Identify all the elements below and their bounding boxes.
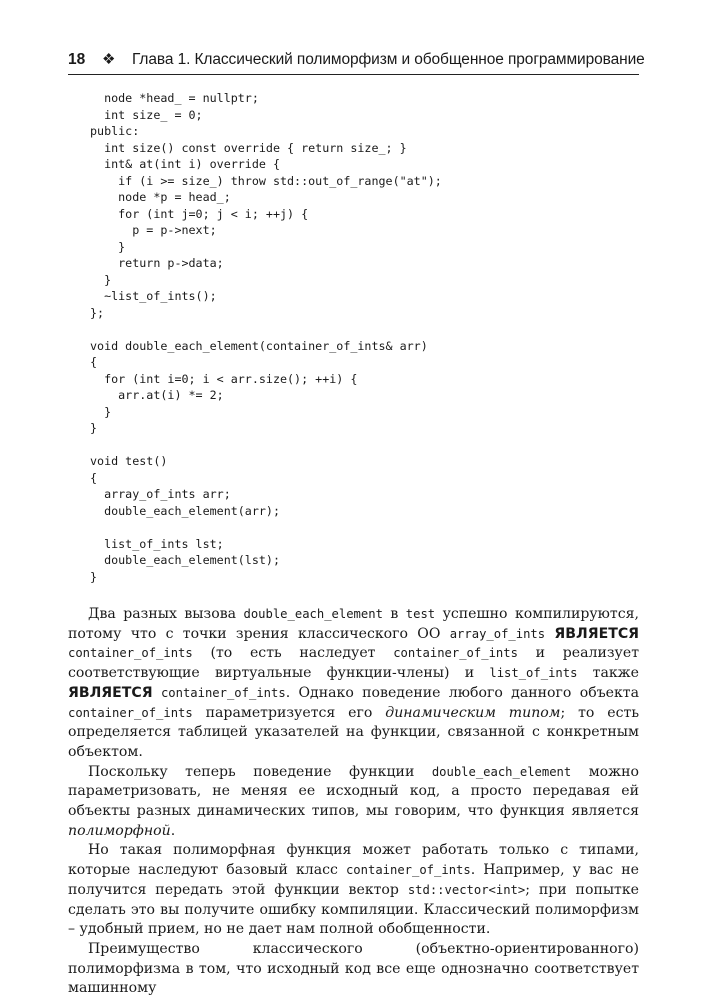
chapter-title: Глава 1. Классический полиморфизм и обобщенное программирование: [132, 51, 645, 68]
inline-code: container_of_ints: [160, 685, 286, 700]
code-listing: node *head_ = nullptr; int size_ = 0; public: int size() const override { return size_; } int& at(int i) override { if (i >= size_) throw std::out_of_range("at"); node *p = head_; for (int j=0; j < i; ++j) { p = p->next; } return p->data; } ~list_of_ints(); }; void double_each_element(container_of_ints& arr) { for (int i=0; i < arr.size(); ++i) { arr.at(i) *= 2; } } void test() { array_of_ints arr; double_each_element(arr); list_of_ints lst; double_each_element(lst); }: [90, 91, 442, 584]
emphasis-bold: ЯВЛЯЕТСЯ: [554, 625, 640, 642]
inline-code: container_of_ints: [393, 646, 518, 661]
inline-code: test: [405, 607, 436, 621]
inline-code: container_of_ints: [345, 863, 471, 878]
emphasis-bold: ЯВЛЯЕТСЯ: [68, 684, 153, 701]
running-header: [68, 50, 645, 75]
body-text: [68, 605, 639, 999]
inline-code: container_of_ints: [68, 646, 193, 661]
inline-code: container_of_ints: [68, 705, 193, 720]
paragraph-3: Но такая полиморфная функция может работать только с типами, которые наследуют базовый класс container_of_ints. Например, у вас не получится передать этой функции вектор std::vector<int>; при попытке сделать это вы получите ошибку компиляции. Классический полиморфизм – удобный прием, но не дает нам полной обобщенности.: [68, 842, 639, 938]
paragraph-4: Преимущество классического (объектно-ориентированного) полиморфизма в том, что исходный код все еще однозначно соответствует машинному: [68, 940, 639, 997]
paragraph-1: Два разных вызова double_each_element в test успешно компилируются, потому что с точки зрения классического ОО array_of_ints ЯВЛЯЕТСЯ container_of_ints (то есть наследует container_of_ints и реализует соответствующие виртуальные функции-члены) и list_of_ints также ЯВЛЯЕТСЯ container_of_ints. Однако поведение любого данного объекта container_of_ints параметризуется его динамическим типом; то есть определяется таблицей указателей на функции, связанной с конкретным объектом.: [68, 606, 640, 760]
paragraph-2: Поскольку теперь поведение функции double_each_element можно параметризовать, не меняя ее исходный код, а просто передавая ей объекты разных динамических типов, мы говорим, что функция является полиморфной.: [68, 763, 639, 839]
inline-code: list_of_ints: [489, 666, 578, 681]
page-number: 18: [68, 51, 86, 68]
inline-code: std::vector<int>: [407, 882, 526, 897]
emphasis-italic: полиморфной: [68, 822, 171, 839]
inline-code: double_each_element: [431, 764, 572, 779]
inline-code: double_each_element: [243, 607, 383, 621]
inline-code: array_of_ints: [449, 626, 546, 641]
emphasis-italic: динамическим типом: [385, 704, 561, 721]
diamond-ornament-icon: ❖: [102, 51, 116, 68]
